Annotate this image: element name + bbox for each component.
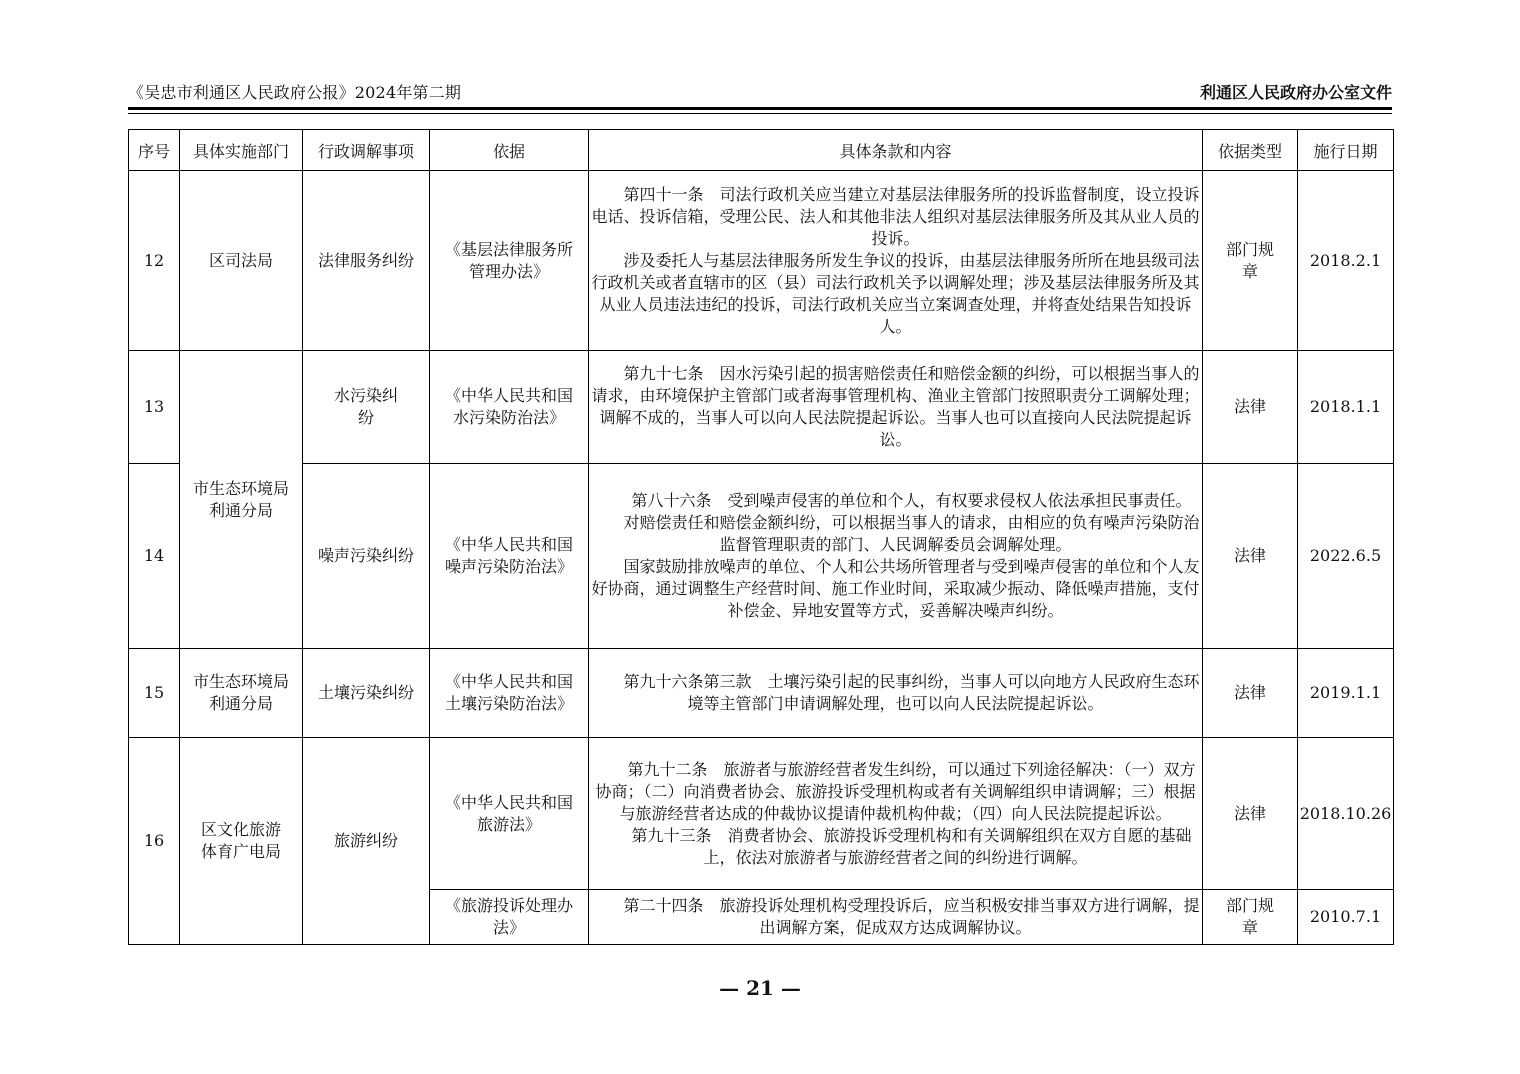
basis-type: 法律 xyxy=(1203,738,1298,890)
table-header-row xyxy=(129,130,1394,171)
effective-date: 2010.7.1 xyxy=(1298,890,1394,945)
legal-basis: 《中华人民共和国噪声污染防治法》 xyxy=(430,464,589,649)
effective-date: 2019.1.1 xyxy=(1298,649,1394,738)
effective-date: 2018.10.26 xyxy=(1298,738,1394,890)
effective-date: 2018.2.1 xyxy=(1298,171,1394,351)
clause-paragraph: 涉及委托人与基层法律服务所发生争议的投诉，由基层法律服务所所在地县级司法行政机关或者直辖市的区（县）司法行政机关予以调解处理；涉及基层法律服务所及其从业人员违法违纪的投诉，司法行政机关应当立案调查处理，并将查处结果告知投诉人。 xyxy=(591,250,1200,336)
effective-date: 2018.1.1 xyxy=(1298,351,1394,464)
clause-content xyxy=(589,649,1203,738)
clause-content xyxy=(589,738,1203,890)
legal-basis: 《基层法律服务所管理办法》 xyxy=(430,171,589,351)
clause-content xyxy=(589,890,1203,945)
col-header-dept: 具体实施部门 xyxy=(180,130,303,171)
basis-type: 法律 xyxy=(1203,464,1298,649)
row-number: 13 xyxy=(129,351,180,464)
basis-type: 法律 xyxy=(1203,351,1298,464)
row-number: 15 xyxy=(129,649,180,738)
legal-basis: 《中华人民共和国水污染防治法》 xyxy=(430,351,589,464)
clause-paragraph: 第四十一条 司法行政机关应当建立对基层法律服务所的投诉监督制度，设立投诉电话、投诉信箱，受理公民、法人和其他非法人组织对基层法律服务所及其从业人员的投诉。 xyxy=(591,184,1200,248)
basis-type: 部门规章 xyxy=(1203,171,1298,351)
clause-paragraph: 第二十四条 旅游投诉处理机构受理投诉后，应当积极安排当事双方进行调解，提出调解方案，促成双方达成调解协议。 xyxy=(623,896,1200,937)
basis-type: 法律 xyxy=(1203,649,1298,738)
department: 区司法局 xyxy=(180,171,303,351)
header-rule-thin xyxy=(128,113,1392,114)
table-row xyxy=(129,649,1394,738)
mediation-matter: 土壤污染纠纷 xyxy=(303,649,430,738)
col-header-matter: 行政调解事项 xyxy=(303,130,430,171)
department: 市生态环境局利通分局 xyxy=(180,351,303,649)
legal-basis: 《旅游投诉处理办法》 xyxy=(430,890,589,945)
mediation-matter: 旅游纠纷 xyxy=(303,738,430,945)
clause-content xyxy=(589,351,1203,464)
clause-paragraph: 第八十六条 受到噪声侵害的单位和个人，有权要求侵权人依法承担民事责任。 xyxy=(631,491,1192,510)
effective-date: 2022.6.5 xyxy=(1298,464,1394,649)
page-number: — 21 — xyxy=(719,976,801,1000)
header-rule-thick xyxy=(128,107,1392,110)
row-number: 12 xyxy=(129,171,180,351)
department: 市生态环境局利通分局 xyxy=(180,649,303,738)
mediation-table xyxy=(128,129,1394,945)
clause-paragraph: 第九十二条 旅游者与旅游经营者发生纠纷，可以通过下列途径解决：（一）双方协商；（二）向消费者协会、旅游投诉受理机构或者有关调解组织申请调解；三）根据与旅游经营者达成的仲裁协议提请仲裁机构仲裁；（四）向人民法院提起诉讼。 xyxy=(595,759,1196,823)
col-header-no: 序号 xyxy=(129,130,180,171)
row-number: 16 xyxy=(129,738,180,945)
mediation-matter: 法律服务纠纷 xyxy=(303,171,430,351)
mediation-matter: 噪声污染纠纷 xyxy=(303,464,430,649)
clause-paragraph: 第九十六条第三款 土壤污染引起的民事纠纷，当事人可以向地方人民政府生态环境等主管部门申请调解处理，也可以向人民法院提起诉讼。 xyxy=(623,672,1200,713)
table-row xyxy=(129,171,1394,351)
table-row xyxy=(129,738,1394,890)
clause-content xyxy=(589,464,1203,649)
basis-type: 部门规章 xyxy=(1203,890,1298,945)
mediation-matter: 水污染纠纷 xyxy=(303,351,430,464)
col-header-date: 施行日期 xyxy=(1298,130,1394,171)
table-row xyxy=(129,351,1394,464)
col-header-type: 依据类型 xyxy=(1203,130,1298,171)
legal-basis: 《中华人民共和国土壤污染防治法》 xyxy=(430,649,589,738)
clause-paragraph: 对赔偿责任和赔偿金额纠纷，可以根据当事人的请求，由相应的负有噪声污染防治监督管理职责的部门、人民调解委员会调解处理。 xyxy=(623,513,1200,554)
col-header-basis: 依据 xyxy=(430,130,589,171)
table-row xyxy=(129,464,1394,649)
clause-paragraph: 国家鼓励排放噪声的单位、个人和公共场所管理者与受到噪声侵害的单位和个人友好协商，通过调整生产经营时间、施工作业时间，采取减少振动、降低噪声措施，支付补偿金、异地安置等方式，妥善解决噪声纠纷。 xyxy=(591,557,1200,620)
clause-paragraph: 第九十三条 消费者协会、旅游投诉受理机构和有关调解组织在双方自愿的基础上，依法对旅游者与旅游经营者之间的纠纷进行调解。 xyxy=(631,825,1192,867)
office-document-label: 利通区人民政府办公室文件 xyxy=(1199,83,1392,102)
col-header-clause: 具体条款和内容 xyxy=(589,130,1203,171)
row-number: 14 xyxy=(129,464,180,649)
clause-content xyxy=(589,171,1203,351)
legal-basis: 《中华人民共和国旅游法》 xyxy=(430,738,589,890)
publication-title: 《吴忠市利通区人民政府公报》2024年第二期 xyxy=(128,83,462,102)
clause-paragraph: 第九十七条 因水污染引起的损害赔偿责任和赔偿金额的纠纷，可以根据当事人的请求，由环境保护主管部门或者海事管理机构、渔业主管部门按照职责分工调解处理；调解不成的，当事人可以向人民法院提起诉讼。当事人也可以直接向人民法院提起诉讼。 xyxy=(591,364,1200,449)
department: 区文化旅游体育广电局 xyxy=(180,738,303,945)
